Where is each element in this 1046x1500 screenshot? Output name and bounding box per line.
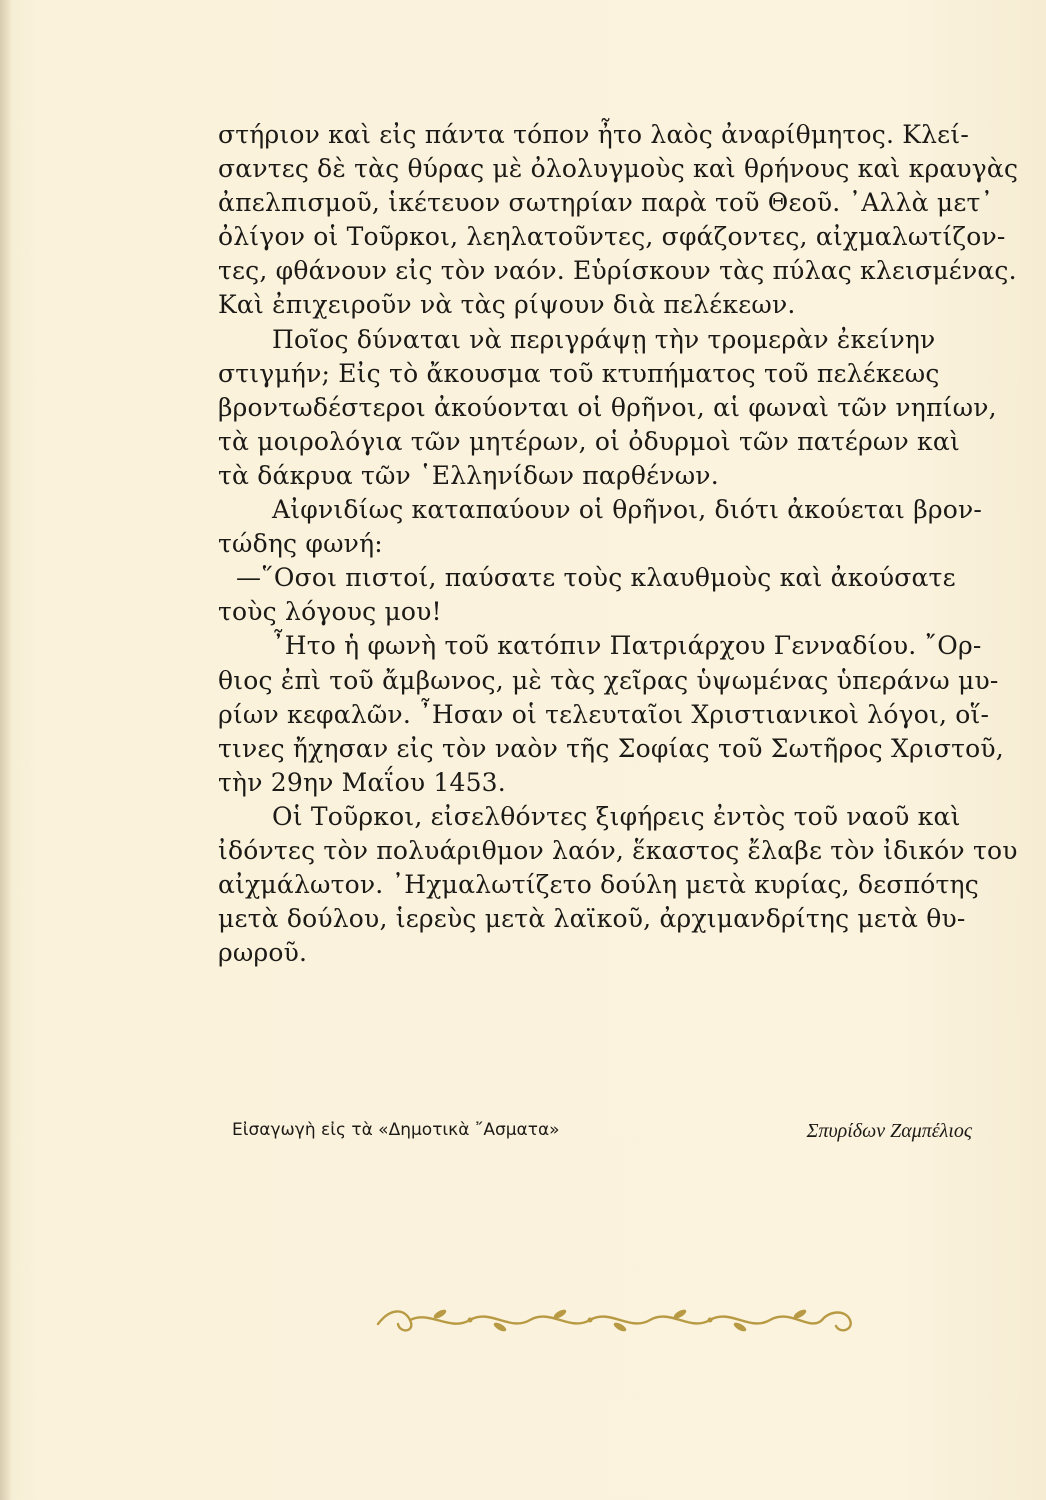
text-line: τὰ δάκρυα τῶν ῾Ελληνίδων παρθένων.: [218, 460, 719, 490]
text-line: σαντες δὲ τὰς θύρας μὲ ὀλολυγμοὺς καὶ θρήνους καὶ κραυγὰς: [218, 154, 1019, 184]
text-line: στήριον καὶ εἰς πάντα τόπον ἦτο λαὸς ἀναρίθμητος. Κλεί-: [218, 120, 969, 149]
source-citation: Εἰσαγωγὴ εἰς τὰ «Δημοτικὰ ῎Ασματα»: [232, 1120, 560, 1140]
text-line: τοὺς λόγους μου!: [218, 597, 442, 627]
decorative-vine-ornament: [370, 1302, 860, 1338]
attribution: [232, 1120, 982, 1150]
text-line: θιος ἐπὶ τοῦ ἄμβωνος, μὲ τὰς χεῖρας ὑψωμένας ὑπεράνω μυ-: [218, 665, 999, 695]
text-line: τινες ἤχησαν εἰς τὸν ναὸν τῆς Σοφίας τοῦ Σωτῆρος Χριστοῦ,: [218, 733, 1004, 763]
text-line: μετὰ δούλου, ἱερεὺς μετὰ λαϊκοῦ, ἀρχιμανδρίτης μετὰ θυ-: [218, 904, 966, 934]
body-text: [218, 118, 1018, 970]
paragraph-start-line: ῏Ητο ἡ φωνὴ τοῦ κατόπιν Πατριάρχου Γενναδίου. ῎Ορ-: [272, 631, 982, 661]
text-line: τὰ μοιρολόγια τῶν μητέρων, οἱ ὀδυρμοὶ τῶν πατέρων καὶ: [218, 426, 960, 456]
paragraph-start-line: Αἰφνιδίως καταπαύουν οἱ θρῆνοι, διότι ἀκούεται βρον-: [272, 495, 983, 525]
text-line: τώδης φωνή:: [218, 529, 383, 559]
paragraph-start-line: Ποῖος δύναται νὰ περιγράψῃ τὴν τρομερὰν ἐκείνην: [272, 324, 936, 354]
text-line: τες, φθάνουν εἰς τὸν ναόν. Εὑρίσκουν τὰς πύλας κλεισμένας.: [218, 256, 1017, 286]
text-line: ἰδόντες τὸν πολυάριθμον λαόν, ἕκαστος ἔλαβε τὸν ἰδικόν του: [218, 835, 1018, 865]
text-line: ἀπελπισμοῦ, ἱκέτευον σωτηρίαν παρὰ τοῦ Θεοῦ. ᾿Αλλὰ μετ᾿: [218, 188, 994, 218]
text-line: τὴν 29ην Μαΐου 1453.: [218, 767, 506, 797]
author-name: Σπυρίδων Ζαμπέλιος: [806, 1120, 972, 1142]
text-line: ρίων κεφαλῶν. ῏Ησαν οἱ τελευταῖοι Χριστιανικοὶ λόγοι, οἵ-: [218, 699, 990, 729]
text-line: Καὶ ἐπιχειροῦν νὰ τὰς ρίψουν διὰ πελέκεων.: [218, 290, 796, 320]
text-line: στιγμήν; Εἰς τὸ ἄκουσμα τοῦ κτυπήματος τοῦ πελέκεως: [218, 358, 940, 388]
quote-line: —῞Οσοι πιστοί, παύσατε τοὺς κλαυθμοὺς καὶ ἀκούσατε: [236, 563, 956, 593]
paragraph-start-line: Οἱ Τοῦρκοι, εἰσελθόντες ξιφήρεις ἐντὸς τοῦ ναοῦ καὶ: [272, 801, 961, 831]
text-line: ρωροῦ.: [218, 938, 308, 968]
page-binding-edge: [0, 0, 10, 1500]
text-line: βροντωδέστεροι ἀκούονται οἱ θρῆνοι, αἱ φωναὶ τῶν νηπίων,: [218, 392, 997, 422]
text-line: ὀλίγον οἱ Τοῦρκοι, λεηλατοῦντες, σφάζοντες, αἰχμαλωτίζον-: [218, 222, 1006, 252]
text-line: αἰχμάλωτον. ᾿Ηχμαλωτίζετο δούλη μετὰ κυρίας, δεσπότης: [218, 870, 979, 900]
